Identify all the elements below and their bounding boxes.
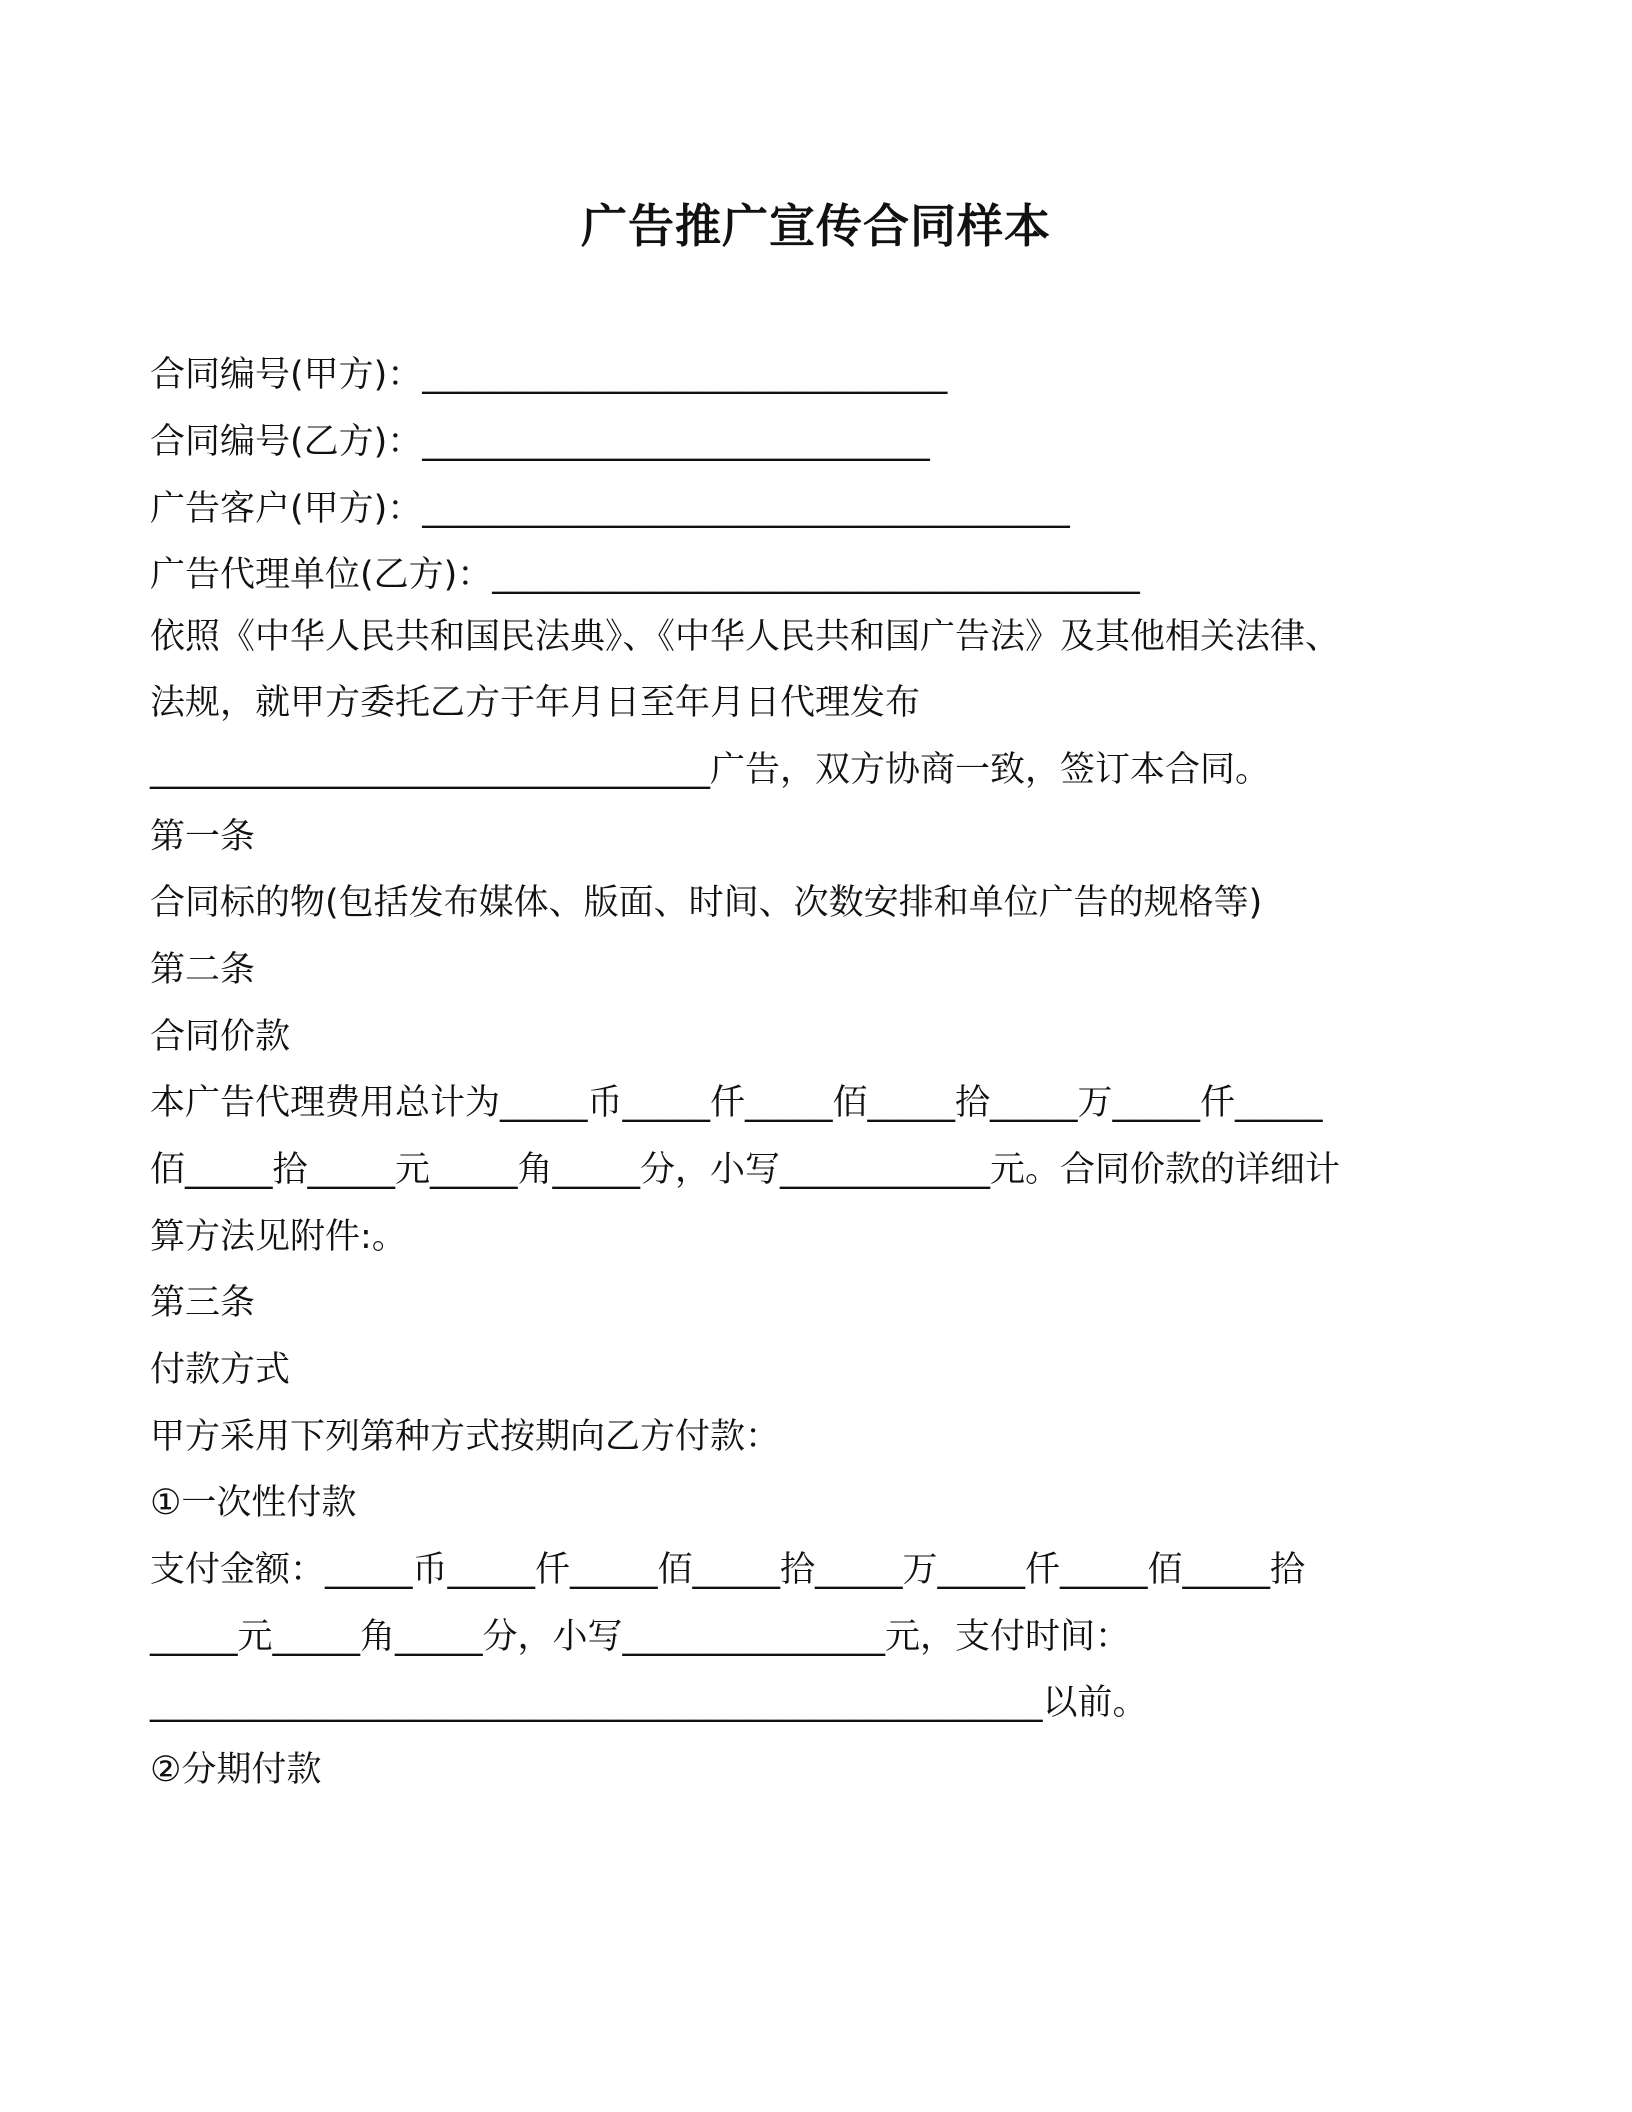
article-2-heading: 第二条 <box>150 950 256 990</box>
article-1-content: 合同标的物(包括发布媒体、版面、时间、次数安排和单位广告的规格等) <box>150 883 1263 923</box>
preamble-line-2: 法规，就甲方委托乙方于年月日至年月日代理发布 <box>150 683 921 723</box>
preamble-line-1: 依照《中华人民共和国民法典》、《中华人民共和国广告法》及其他相关法律、 <box>150 617 1341 657</box>
payment-method-line: 甲方采用下列第种方式按期向乙方付款： <box>150 1417 781 1457</box>
ad-client-line: 广告客户(甲方)：_____________________________________ <box>150 489 1070 529</box>
preamble-line-3: ________________________________广告，双方协商一致，签订本合同。 <box>150 750 1271 790</box>
payment-amount-line-1: 支付金额：_____币_____仟_____佰_____拾_____万_____仟_____佰_____拾 <box>150 1550 1306 1590</box>
lump-sum-heading: ①一次性付款 <box>150 1483 357 1523</box>
article-1-heading: 第一条 <box>150 817 256 857</box>
article-3-heading: 第三条 <box>150 1283 256 1323</box>
payment-deadline-line: ___________________________________________________以前。 <box>150 1683 1148 1723</box>
contract-no-party-a-line: 合同编号(甲方)：______________________________ <box>150 355 948 395</box>
document-title: 广告推广宣传合同样本 <box>581 199 1051 253</box>
article-3-title: 付款方式 <box>150 1350 291 1390</box>
ad-agency-line: 广告代理单位(乙方)：_____________________________________ <box>150 555 1140 595</box>
payment-amount-line-2: _____元_____角_____分，小写_______________元，支付时间： <box>150 1617 1131 1657</box>
installment-heading: ②分期付款 <box>150 1750 322 1790</box>
price-line-1: 本广告代理费用总计为_____币_____仟_____佰_____拾_____万_____仟_____ <box>150 1083 1323 1123</box>
price-line-2: 佰_____拾_____元_____角_____分，小写____________元。合同价款的详细计 <box>150 1150 1341 1190</box>
article-2-title: 合同价款 <box>150 1017 291 1057</box>
price-line-3: 算方法见附件:。 <box>150 1217 407 1257</box>
contract-no-party-b-line: 合同编号(乙方)：_____________________________ <box>150 422 930 462</box>
